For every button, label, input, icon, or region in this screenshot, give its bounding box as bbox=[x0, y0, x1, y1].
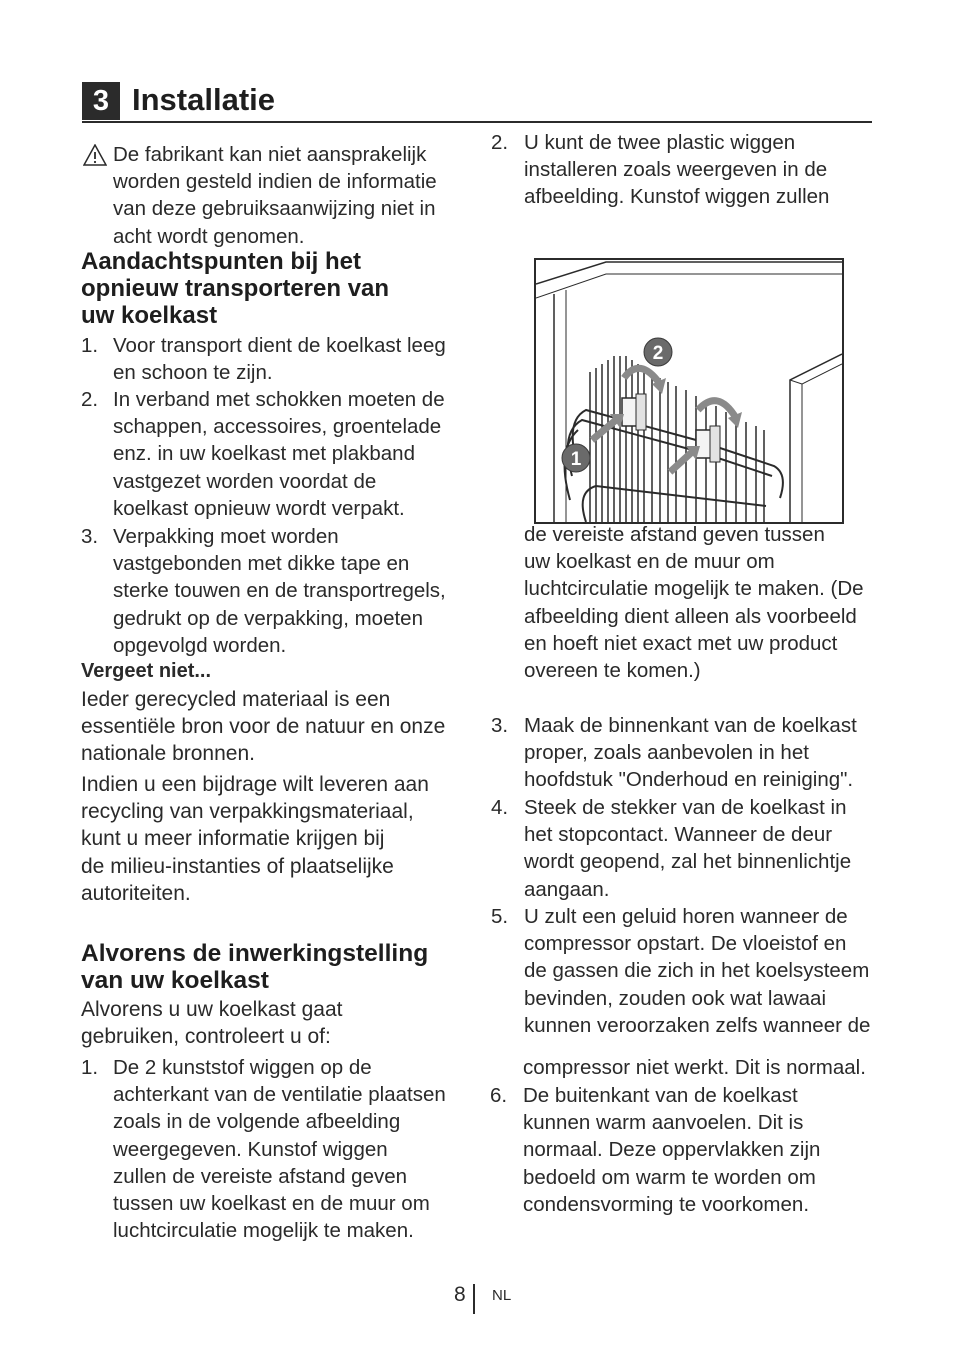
transport-heading: Aandachtspunten bij het opnieuw transporteren van uw koelkast bbox=[81, 248, 390, 329]
text-line: De fabrikant kan niet aansprakelijk bbox=[113, 143, 427, 166]
startup-list-item-1: 1. De 2 kunststof wiggen op de achterkant van de ventilatie plaatsen zoals in de volgende afbeelding weergegeven. Kunstof wiggen zullen de vereiste afstand geven tussen uw koelkast en de muur om luchtcirculatie mogelijk te maken. bbox=[81, 1056, 446, 1243]
text-line: acht wordt genomen. bbox=[113, 224, 305, 248]
list-item-6: 6. De buitenkant van de koelkast kunnen warm aanvoelen. Dit is normaal. Deze oppervlakken zijn bedoeld om warm te worden om condensvorming te voorkomen. bbox=[490, 1084, 821, 1216]
list-item: 2. In verband met schokken moeten de schappen, accessoires, groentelade enz. in uw koelkast met plakband vastgezet worden voordat de koelkast opnieuw wordt verpakt. bbox=[81, 388, 445, 520]
list-item-5: 5. U zult een geluid horen wanneer de compressor opstart. De vloeistof en de gassen die zich in het koelsysteem bevinden, zouden ook wat lawaai kunnen veroorzaken zelfs wanneer de bbox=[491, 905, 871, 1037]
startup-heading: Alvorens de inwerkingstelling van uw koelkast bbox=[81, 940, 429, 994]
list-item: 1. Voor transport dient de koelkast leeg en schoon te zijn. bbox=[81, 334, 446, 385]
text-line: van deze gebruiksaanwijzing niet in bbox=[113, 197, 436, 221]
remember-heading: Vergeet niet... bbox=[81, 660, 212, 682]
transport-list bbox=[81, 332, 471, 660]
chapter-number-badge: 3 bbox=[82, 82, 120, 120]
step-2-label: 2 bbox=[652, 343, 664, 364]
fridge-back-illustration bbox=[536, 260, 842, 522]
header-rule bbox=[82, 121, 872, 123]
list-item-2-continued: de vereiste afstand geven tussen uw koelkast en de muur om luchtcirculatie mogelijk te maken. (De afbeelding dient alleen als voorbeeld en hoeft niet exact met uw product overeen te komen.) bbox=[524, 523, 864, 683]
step-1-badge bbox=[562, 444, 590, 472]
wedge-left bbox=[622, 394, 646, 430]
warning-icon bbox=[83, 144, 107, 166]
list-item: 3. Verpakking moet worden vastgebonden met dikke tape en sterke touwen en de transportregels, gedrukt op de verpakking, moeten opgevolgd worden. bbox=[81, 525, 446, 657]
step-1-label: 1 bbox=[570, 449, 582, 470]
list-item-5-continued: compressor niet werkt. Dit is normaal. bbox=[523, 1056, 866, 1079]
chapter-title: Installatie bbox=[132, 82, 275, 117]
text-line: worden gesteld indien de informatie bbox=[113, 170, 437, 194]
startup-intro: Alvorens u uw koelkast gaat gebruiken, controleert u of: bbox=[81, 998, 343, 1049]
warning-text bbox=[113, 141, 437, 250]
wedge-right bbox=[696, 426, 720, 462]
language-code: NL bbox=[492, 1287, 512, 1304]
remember-paragraph: Ieder gerecycled materiaal is een essentiële bron voor de natuur en onze nationale bronnen. bbox=[81, 688, 446, 766]
recycling-paragraph: Indien u een bijdrage wilt leveren aan recycling van verpakkingsmateriaal, kunt u meer informatie krijgen bij de milieu-instanties of plaatselijke autoriteiten. bbox=[81, 773, 429, 905]
footer-divider bbox=[473, 1284, 475, 1314]
page-number: 8 bbox=[454, 1283, 466, 1306]
list-item-3: 3. Maak de binnenkant van de koelkast proper, zoals aanbevolen in het hoofdstuk "Onderhoud en reiniging". bbox=[491, 714, 857, 792]
step-2-badge bbox=[644, 338, 672, 366]
list-item-4: 4. Steek de stekker van de koelkast in het stopcontact. Wanneer de deur wordt geopend, zal het binnenlichtje aangaan. bbox=[491, 796, 852, 901]
wedge-installation-figure bbox=[534, 258, 844, 524]
